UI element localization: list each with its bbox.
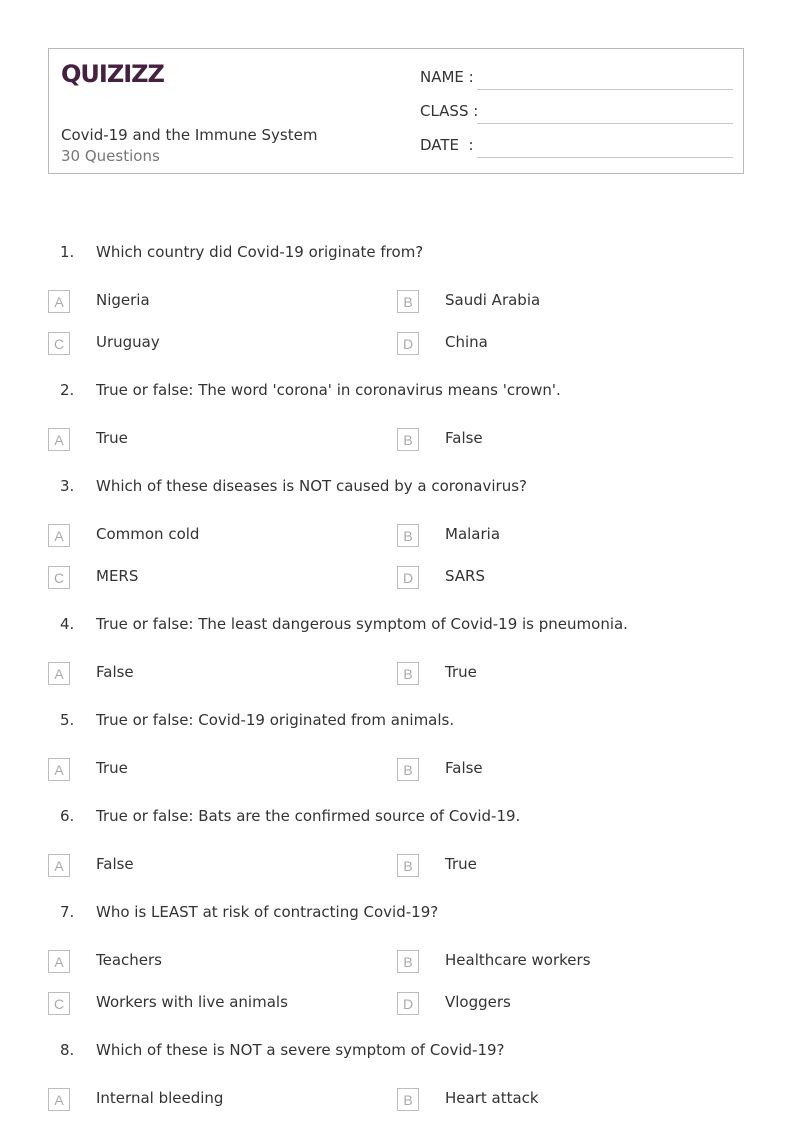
option-letter-box: B [397, 1088, 419, 1111]
option-text: Heart attack [445, 1089, 539, 1107]
option-text: Saudi Arabia [445, 291, 541, 309]
quizizz-logo: QUIZIZZ [61, 60, 164, 88]
question-text: Who is LEAST at risk of contracting Covid-19? [96, 903, 439, 921]
option-text: False [96, 663, 134, 681]
option-letter-box: D [397, 332, 419, 355]
question-text: Which of these diseases is NOT caused by a coronavirus? [96, 477, 527, 495]
option-text: False [445, 759, 483, 777]
question-text: True or false: Covid-19 originated from animals. [96, 711, 455, 729]
option-letter-box: B [397, 950, 419, 973]
option-letter-box: C [48, 566, 70, 589]
option-text: False [445, 429, 483, 447]
option-letter-box: A [48, 428, 70, 451]
option-text: Workers with live animals [96, 993, 288, 1011]
option-text: False [96, 855, 134, 873]
option-text: Healthcare workers [445, 951, 591, 969]
option-letter-box: C [48, 992, 70, 1015]
name-field [420, 68, 474, 86]
option-letter-box: B [397, 428, 419, 451]
option-letter-box: A [48, 290, 70, 313]
option-letter-box: B [397, 290, 419, 313]
worksheet-title: Covid-19 and the Immune System [61, 126, 318, 144]
option-text: Teachers [96, 951, 162, 969]
option-text: SARS [445, 567, 486, 585]
option-text: Uruguay [96, 333, 160, 351]
option-letter-box: B [397, 758, 419, 781]
option-letter-box: D [397, 992, 419, 1015]
option-text: True [445, 855, 477, 873]
option-letter-box: A [48, 524, 70, 547]
name-line [477, 89, 733, 90]
question-number: 8. [60, 1041, 75, 1059]
class-line [477, 123, 733, 124]
option-text: Internal bleeding [96, 1089, 224, 1107]
option-text: True [96, 429, 128, 447]
question-text: Which country did Covid-19 originate from? [96, 243, 424, 261]
option-text: True [96, 759, 128, 777]
option-text: Malaria [445, 525, 501, 543]
question-number: 6. [60, 807, 75, 825]
option-letter-box: B [397, 524, 419, 547]
name-label: NAME : [420, 68, 474, 86]
option-letter-box: A [48, 1088, 70, 1111]
option-text: True [445, 663, 477, 681]
question-number: 4. [60, 615, 75, 633]
question-number: 7. [60, 903, 75, 921]
question-text: True or false: The word 'corona' in coronavirus means 'crown'. [96, 381, 561, 399]
question-text: True or false: Bats are the confirmed source of Covid-19. [96, 807, 521, 825]
question-number: 2. [60, 381, 75, 399]
option-letter-box: A [48, 854, 70, 877]
question-text: Which of these is NOT a severe symptom of Covid-19? [96, 1041, 505, 1059]
option-letter-box: A [48, 662, 70, 685]
worksheet-header [48, 48, 744, 174]
option-letter-box: C [48, 332, 70, 355]
date-label: DATE : [420, 136, 474, 154]
date-field [420, 136, 474, 154]
option-letter-box: B [397, 854, 419, 877]
question-count: 30 Questions [61, 147, 160, 165]
option-text: MERS [96, 567, 139, 585]
question-number: 1. [60, 243, 75, 261]
option-text: Common cold [96, 525, 200, 543]
question-text: True or false: The least dangerous symptom of Covid-19 is pneumonia. [96, 615, 628, 633]
class-field [420, 102, 478, 120]
option-letter-box: D [397, 566, 419, 589]
class-label: CLASS : [420, 102, 479, 120]
option-text: Nigeria [96, 291, 150, 309]
option-text: China [445, 333, 488, 351]
question-number: 5. [60, 711, 75, 729]
option-letter-box: A [48, 950, 70, 973]
option-letter-box: B [397, 662, 419, 685]
option-text: Vloggers [445, 993, 511, 1011]
date-line [477, 157, 733, 158]
question-number: 3. [60, 477, 75, 495]
option-letter-box: A [48, 758, 70, 781]
